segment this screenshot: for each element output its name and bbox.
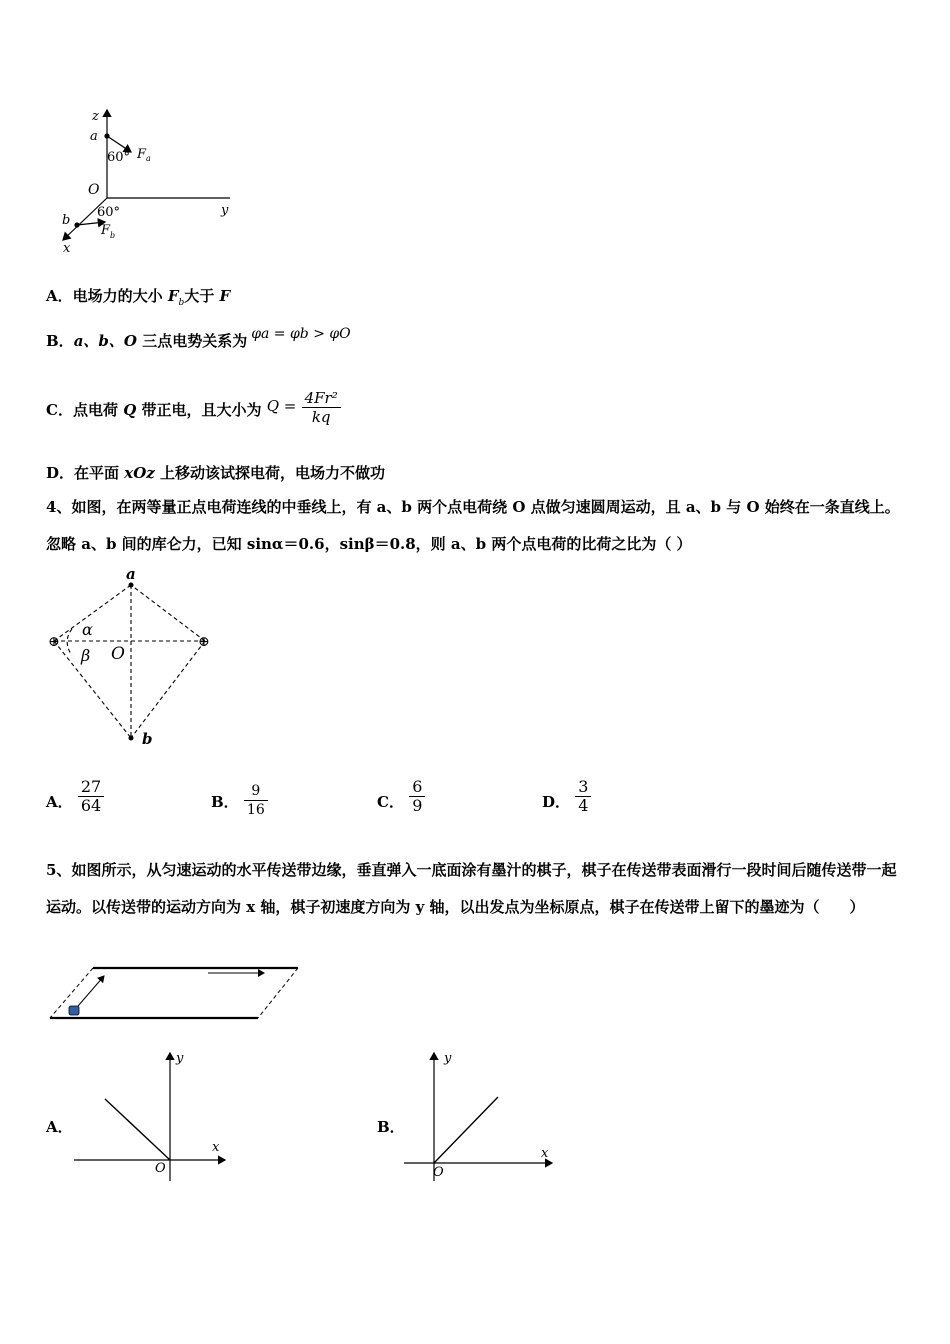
fa-label: F [137,147,147,162]
q5-option-a-label[interactable]: A． [46,1118,73,1136]
q5-stem: 5、如图所示，从匀速运动的水平传送带边缘，垂直弹入一底面涂有墨汁的棋子，棋子在传送带表面滑行一段时间后随传送带一起运动。以传送带的运动方向为 x 轴，棋子初速度方向为 y 轴，以出发点为坐标原点，棋子在传送带上留下的墨迹为（ ） [46,861,897,916]
q4-figure [40,563,230,753]
q4-option-c[interactable]: C． $\frac{6}{9}$ [377,778,425,815]
point-b [129,736,134,741]
x-label: x [541,1146,549,1161]
alpha-label: α [82,620,93,639]
q5-option-b-label[interactable]: B． [377,1118,405,1136]
q3-option-a: A．电场力的大小 $F_b$大于 F [46,287,231,308]
origin-label: O [155,1161,166,1176]
conveyor-figure [46,962,306,1024]
z-label: z [92,109,99,124]
point-a [129,583,134,588]
chess-piece [69,1006,79,1015]
b-label: b [62,213,71,228]
origin-label: O [433,1165,444,1180]
origin-label: O [88,182,100,198]
a-label: a [126,565,136,583]
y-label: y [444,1051,452,1066]
positive-charge-right: ⊕ [198,634,210,650]
fb-subscript: b [110,231,116,240]
y-label: y [221,203,229,218]
coordinate-figure [55,100,245,260]
a-label: a [90,129,98,144]
q4-option-d[interactable]: D． $\frac{3}{4}$ [542,778,591,815]
q5-option-a-graph[interactable] [70,1045,240,1185]
trace-line [434,1097,498,1163]
q4-option-b[interactable]: B． $\frac{9}{16}$ [211,782,268,819]
trace-line [105,1099,170,1160]
q4-option-a[interactable]: A． $\frac{27}{64}$ [46,778,104,815]
x-label: x [212,1140,220,1155]
angle-b-label: 60° [97,205,121,220]
origin-label: O [111,644,125,664]
b-label: b [142,730,153,748]
beta-label: β [81,646,91,665]
fb-label: F [101,223,111,238]
x-label: x [63,241,71,256]
angle-a-label: 60° [107,150,131,165]
q3-option-b: B．a、b、O 三点电势关系为 φa = φb > φO [46,326,351,350]
q3-option-d: D．在平面 xOz 上移动该试探电荷，电场力不做功 [46,464,386,482]
y-label: y [176,1051,184,1066]
q5-option-b-graph[interactable] [400,1045,570,1185]
q4-stem: 4、如图，在两等量正点电荷连线的中垂线上，有 a、b 两个点电荷绕 O 点做匀速圆周运动，且 a、b 与 O 始终在一条直线上。忽略 a、b 间的库仑力，已知 sinα＝0.6，sinβ＝0.8，则 a、b 两个点电荷的比荷之比为（ ） [46,498,900,553]
fa-subscript: a [146,154,151,163]
positive-charge-left: ⊕ [48,634,60,650]
q3-option-c: C．点电荷 Q 带正电，且大小为 Q = $\frac{\text{4Fr²}}{kq}$ [46,386,341,434]
